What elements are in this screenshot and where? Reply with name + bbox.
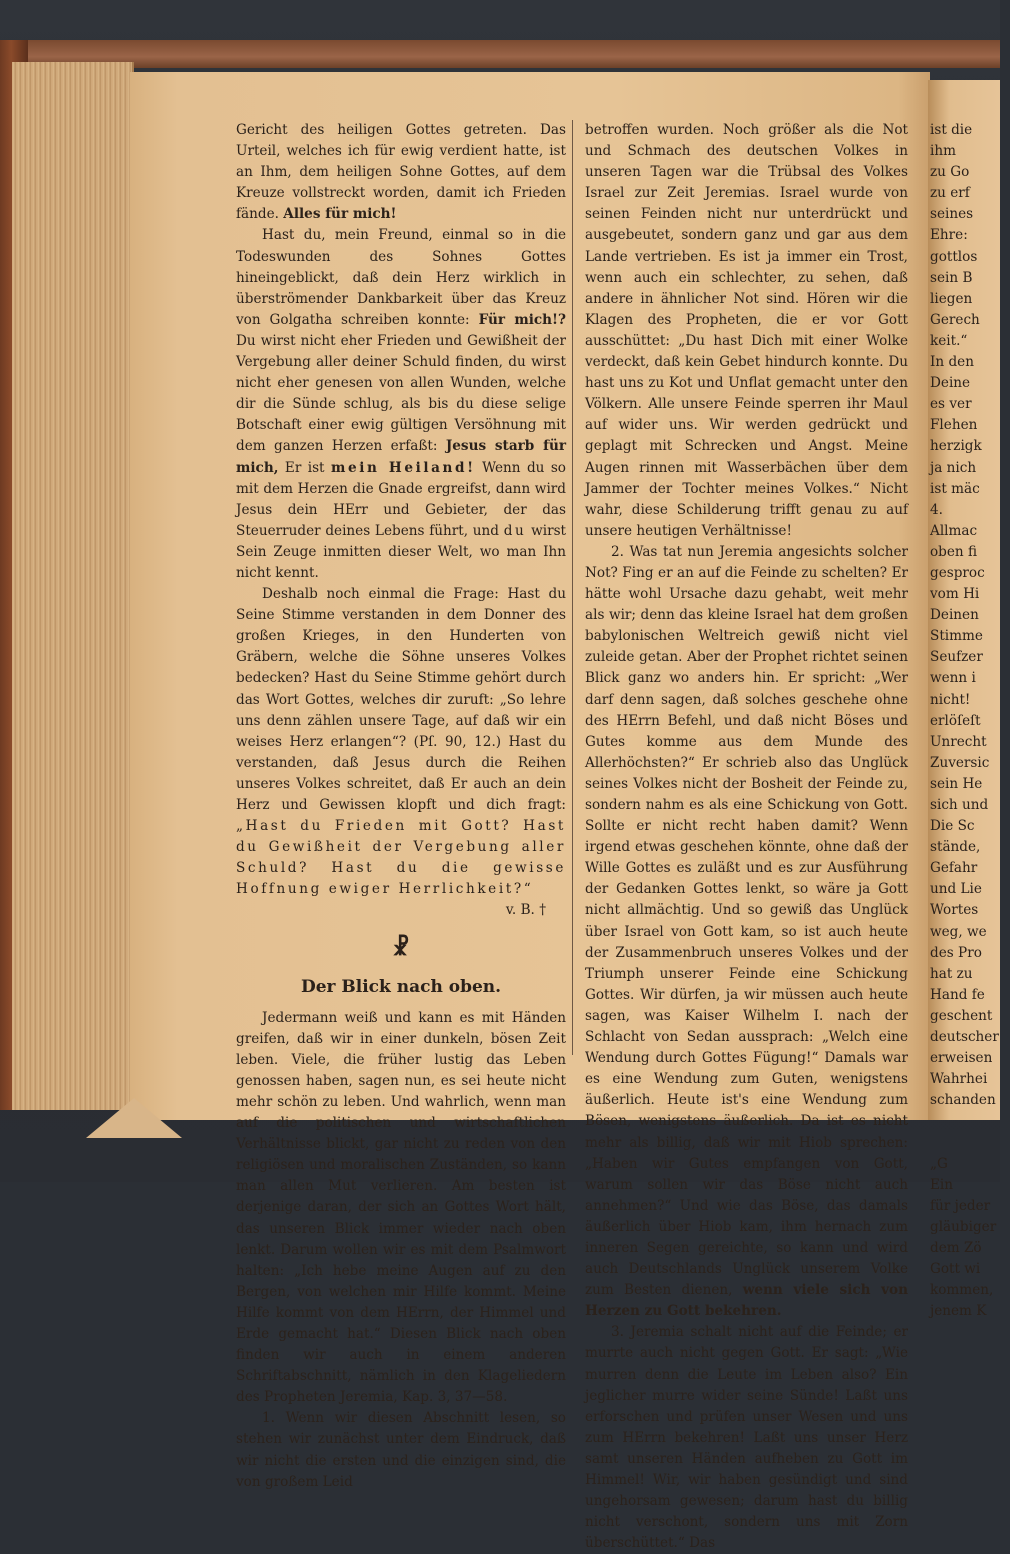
facing-page-line: jenem K [930, 1303, 987, 1320]
facing-page-line: erlöſeſt [930, 712, 981, 729]
paragraph: Jedermann weiß und kann es mit Händen greifen, daß wir in einer dunkeln, bösen Zeit leben. Viele, die früher lustig das Leben genossen haben, sagen nun, es sei heute nicht mehr schön zu leben. Und wahrlich, wenn man auf die politischen und wirtschaftlichen Verhältnisse blickt, gar nicht zu reden von den religiösen und moralischen Zuständen, so kann man allen Mut verlieren. Am besten ist derjenige daran, der sich an Gottes Wort hält, das unseren Blick immer wieder nach oben lenkt. Darum wollen wir es mit dem Psalmwort halten: „Ich hebe meine Augen auf zu den Bergen, von welchen mir Hilfe kommt. Meine Hilfe kommt von dem HErrn, der Himmel und Erde gemacht hat.“ Diesen Blick nach oben finden wir auch in einem anderen Schriftabschnitt, nämlich in den Klageliedern des Propheten Jeremia, Kap. 3, 37—58. [236, 1009, 566, 1406]
book-cover-top [0, 40, 1000, 68]
facing-page-line: Ein [930, 1176, 954, 1193]
facing-page-line: Gott wi [930, 1261, 981, 1278]
facing-page-line: ja nich [930, 459, 977, 476]
emphasis-text: Jesus starb für mich, [236, 438, 566, 476]
section-heading: Der Blick nach oben. [300, 976, 502, 997]
text-column-left [236, 120, 566, 1493]
facing-page-line: nicht! [930, 691, 971, 708]
facing-page-line: stände, [930, 839, 981, 856]
facing-page-line: kommen, [930, 1282, 994, 1299]
facing-page-line: vom Hi [930, 586, 980, 603]
facing-page-line [930, 1133, 1010, 1154]
facing-page-line: herzigk [930, 438, 982, 455]
facing-page-line: Wortes [930, 902, 979, 919]
facing-page-line: zu erf [930, 185, 970, 202]
facing-page-line: Seufzer [930, 649, 983, 666]
facing-page-line: für jeder [930, 1197, 991, 1214]
facing-page-line: In den [930, 354, 974, 371]
text-run: Wenn du so mit dem Herzen die Gnade ergreifst, dann wird Jesus dein HErr und Gebieter, der das Steuerruder deines Lebens führt, und [236, 459, 566, 539]
facing-page-line: Hand fe [930, 986, 985, 1003]
facing-page-line: und Lie [930, 881, 982, 898]
facing-page-line: zu Go [930, 164, 970, 181]
facing-page-line: sich und [930, 797, 989, 813]
ornament-icon: ☧ [392, 934, 410, 961]
author-signature: v. B. † [505, 902, 546, 919]
facing-page-line: Ehre: [930, 227, 968, 244]
facing-page-line: gottlos [930, 248, 978, 265]
spaced-emphasis-text: mein Heiland! [330, 459, 476, 476]
facing-page-line: „G [930, 1155, 948, 1172]
facing-page-line: sein He [930, 775, 983, 792]
facing-page-line: Zuversic [930, 754, 990, 771]
paragraph: betroffen wurden. Noch größer als die Not und Schmach des deutschen Volkes in unseren Tagen war die Trübsal des Volkes Israel zur Zeit Jeremias. Israel wurde von seinen Feinden nicht nur unterdrückt und ausgebeutet, sondern ganz und gar aus dem Lande vertrieben. Es ist ja immer ein Trost, wenn auch ein schlechter, zu sehen, daß andere in ähnlicher Not sind. Hören wir die Klagen des Propheten, die er vor Gott ausschüttet: „Du hast Dich mit einer Wolke verdeckt, daß kein Gebet hindurch konnte. Du hast uns zu Kot und Unflat gemacht unter den Völkern. Alle unsere Feinde sperren ihr Maul auf wider uns. Wir werden gedrückt und geplagt mit Schrecken und Angst. Meine Augen rinnen mit Wasserbächen über dem Jammer der Tochter meines Volkes.“ Nicht wahr, diese Schilderung trifft genau zu auf unsere heutigen Verhältnisse! [585, 122, 908, 539]
text-run: wirst Sein Zeuge inmitten dieser Welt, wo man Ihn nicht kennt. [236, 522, 567, 581]
page-corner [86, 1098, 182, 1138]
facing-page-line: keit.“ [930, 332, 968, 349]
spaced-emphasis-text: „Hast du Frieden mit Gott? Hast du Gewißheit der Vergebung aller Schuld? Hast du die gewisse Hoffnung ewiger Herrlichkeit?“ [236, 818, 566, 898]
facing-page-line: es ver [930, 396, 972, 413]
text-run: Gericht des heiligen Gottes getreten. Das Urteil, welches ich für ewig verdient hatte, ist an Ihm, dem heiligen Sohne Gottes, auf dem Kreuze vollstreckt worden, damit ich Frieden fände. [236, 122, 566, 223]
facing-page-line: ist mäc [930, 480, 980, 497]
page-stack-edges [12, 62, 134, 1110]
text-run: 2. Was tat nun Jeremia angesichts solcher Not? Fing er an auf die Feinde zu schelten? Er hätte wohl Ursache dazu gehabt, weit mehr als wir; denn das kleine Israel hat dem großen babylonischen Weltreich gewiß nicht viel zuleide getan. Aber der Prophet richtet seinen Blick ganz wo anders hin. Er spricht: „Wer darf denn sagen, daß solches geschehe ohne des HErrn Befehl, und daß nicht Böses und Gutes komme aus dem Munde des Allerhöchsten?“ Er schrieb also das Unglück seines Volkes nicht der Bosheit der Feinde zu, sondern nahm es als eine Schickung von Gott. Sollte er nicht recht haben damit? Wenn irgend etwas geschehen könnte, ohne daß der Wille Gottes es zuläßt und es zur Ausführung der Gedanken Gottes lenkt, so wäre ja Gott nicht allmächtig. Und so gewiß das Unglück über Israel von Gott kam, so ist auch heute der Zusammenbruch unseres Volkes und der Triumph unserer Feinde eine Schickung Gottes. Wir dürfen, ja wir müssen auch heute sagen, was Kaiser Wilhelm I. nach der Schlacht von Sedan aussprach: „Welch eine Wendung durch Gottes Fügung!“ Damals war es eine Wendung zum Guten, wenigstens äußerlich. Heute ist's eine Wendung zum Bösen, wenigstens äußerlich. Da ist es nicht mehr als billig, daß wir mit Hiob sprechen: „Haben wir Gutes empfangen von Gott, warum sollen wir das Böse nicht auch annehmen?“ Und wie das Böse, das damals äußerlich über Hiob kam, ihm hernach zum inneren Segen gereichte, so kann und wird auch Deutschlands Unglück unserem Volke zum Besten dienen, [585, 543, 908, 1299]
emphasis-text: Für mich!? [478, 311, 566, 328]
facing-page-line: liegen [930, 290, 973, 307]
facing-page-line: Stimme [930, 628, 983, 645]
facing-page-line: dem Zö [930, 1239, 982, 1256]
emphasis-text: Alles für mich! [283, 206, 397, 223]
paragraph [236, 225, 566, 584]
facing-page-line: deutscher [930, 1029, 999, 1046]
facing-page-line: gläubiger [930, 1218, 997, 1235]
facing-page-line [930, 1111, 1010, 1132]
facing-page-line: schanden [930, 1092, 996, 1109]
facing-page-line: wenn i [930, 670, 976, 687]
facing-page-line: gesproc [930, 564, 985, 581]
paragraph: 1. Wenn wir diesen Abschnitt lesen, so stehen wir zunächst unter dem Eindruck, daß wir nicht die ersten und die einzigen sind, die von großem Leid [236, 1410, 566, 1490]
facing-page-line: Unrecht [930, 733, 987, 750]
facing-page-line: weg, we [930, 923, 987, 940]
facing-page-text [930, 120, 1010, 1322]
text-run: Hast du, mein Freund, einmal so in die Todeswunden des Sohnes Gottes hineingeblickt, daß dein Herz wirklich in überströmender Dankbarkeit über das Kreuz von Golgatha schreiben konnte: [236, 227, 566, 328]
facing-page-line: 4. [930, 501, 943, 518]
emphasis-text: wenn viele sich von Herzen zu Gott bekehren. [585, 1282, 909, 1320]
facing-page-line: Wahrhei [930, 1071, 988, 1088]
facing-page-line: Deinen [930, 607, 979, 624]
facing-page-line: sein B [930, 269, 973, 286]
facing-page-line: Gefahr [930, 860, 978, 877]
facing-page-line: Deine [930, 375, 971, 392]
facing-page-line: des Pro [930, 944, 982, 961]
paragraph [236, 120, 566, 225]
facing-page-line: geschent [930, 1007, 993, 1024]
spaced-emphasis-text: du [503, 522, 527, 539]
paragraph [236, 584, 566, 900]
paragraph [585, 542, 908, 1322]
facing-page-line: Die Sc [930, 818, 975, 835]
text-column-right [585, 120, 908, 1554]
facing-page-line: Allmac [930, 522, 978, 539]
text-run: Er ist [284, 459, 325, 476]
facing-page-line: ihm [930, 143, 956, 160]
facing-page-line: hat zu [930, 965, 973, 982]
paragraph: 3. Jeremia schalt nicht auf die Feinde; er murrte auch nicht gegen Gott. Er sagt: „Wie murren denn die Leute im Leben also? Ein jeglicher murre wider seine Sünde! Laßt uns erforschen und prüfen unser Wesen und uns zum HErrn bekehren! Laßt uns unser Herz samt unseren Händen aufheben zu Gott im Himmel! Wir, wir haben gesündigt und sind ungehorsam gewesen; darum hast du billig nicht verschont, sondern uns mit Zorn überschüttet.“ Das [585, 1324, 908, 1552]
facing-page-line: Gerech [930, 311, 980, 328]
column-divider [572, 120, 573, 1055]
facing-page-line: erweisen [930, 1050, 993, 1067]
facing-page-line: seines [930, 206, 974, 223]
text-run: Du wirst nicht eher Frieden und Gewißheit der Vergebung aller deiner Schuld finden, du wirst nicht eher genesen von allen Wunden, welche dir die Sünde schlug, als bis du diese selige Botschaft einer ewig gültigen Versöhnung mit dem ganzen Herzen erfaßt: [236, 332, 566, 455]
facing-page-line: ist die [930, 122, 973, 138]
text-run: Deshalb noch einmal die Frage: Hast du Seine Stimme verstanden in dem Donner des großen Krieges, in den Hunderten von Gräbern, welche die Söhne unseres Volkes bedecken? Hast du Seine Stimme gehört durch das Wort Gottes, welches dir zuruft: „So lehre uns denn zählen unsere Tage, auf daß wir ein weises Herz erlangen“? (Pſ. 90, 12.) Hast du verstanden, daß Jesus durch die Reihen unseres Volkes schreitet, daß Er auch an dein Herz und Gewissen klopft und dich fragt: [236, 586, 566, 813]
facing-page-line: Flehen [930, 417, 978, 434]
facing-page-line: oben fi [930, 543, 978, 560]
